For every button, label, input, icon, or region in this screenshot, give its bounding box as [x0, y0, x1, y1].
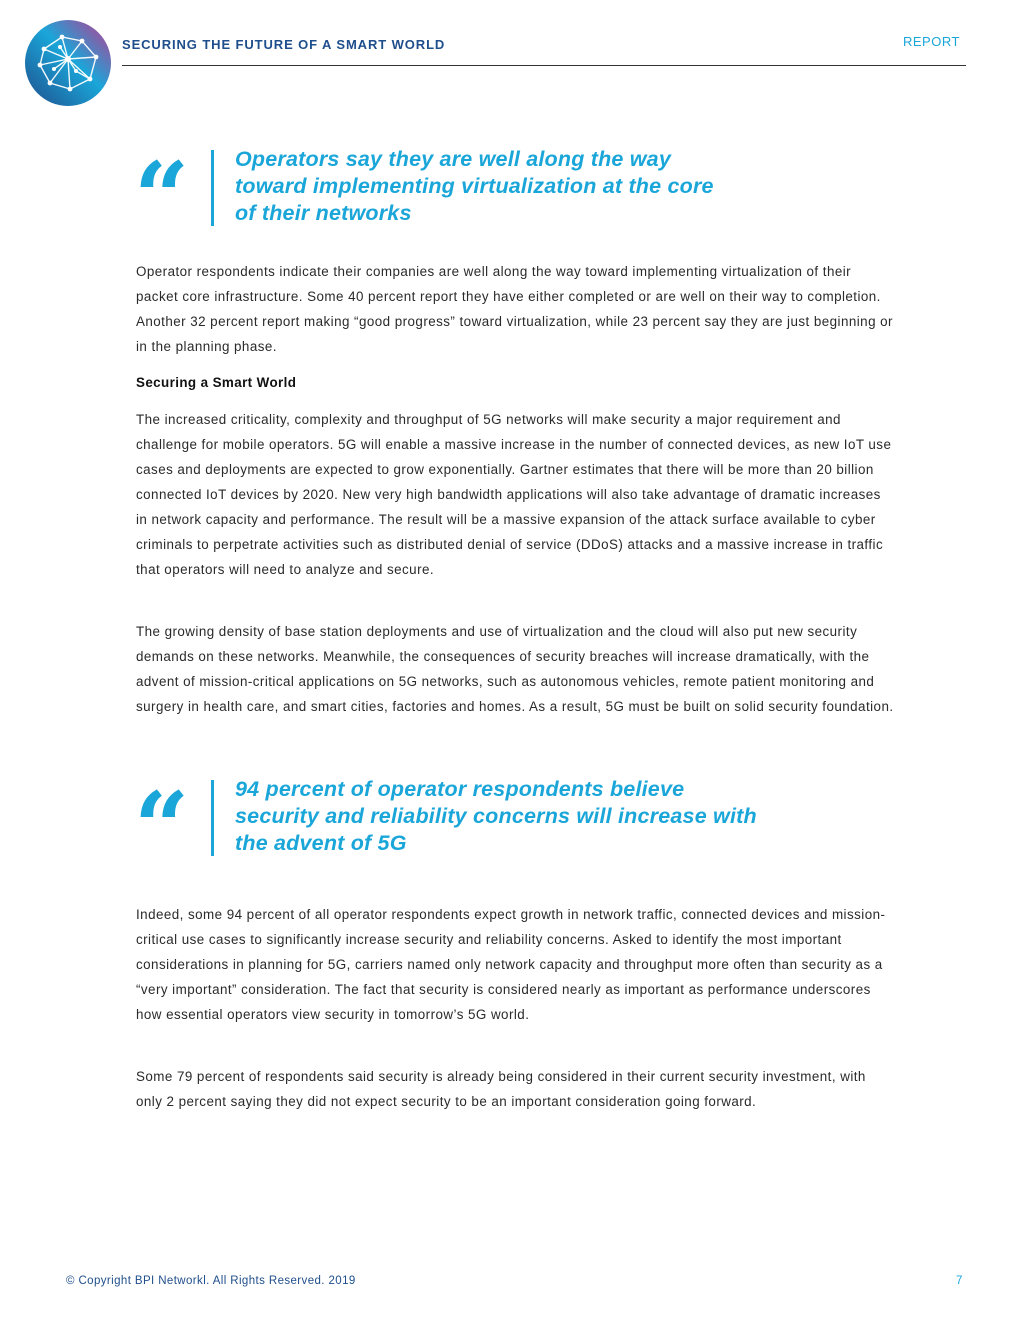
- header-title: SECURING THE FUTURE OF A SMART WORLD: [122, 37, 446, 52]
- page-number: 7: [956, 1275, 963, 1287]
- body-paragraph: Operator respondents indicate their companies are well along the way toward implementing virtualization of their packet core infrastructure. Some 40 percent report they have either completed or are well on their way to completion. Another 32 percent report making “good progress” toward virtualization, while 23 percent say they are just beginning or in the planning phase.: [136, 264, 893, 354]
- footer-copyright: © Copyright BPI Networkl. All Rights Reserved. 2019: [66, 1275, 356, 1287]
- quote-line: 94 percent of operator respondents believe: [235, 777, 685, 801]
- body-paragraph: The increased criticality, complexity and throughput of 5G networks will make security a major requirement and challenge for mobile operators. 5G will enable a massive increase in the number of connected devices, as new IoT use cases and deployments are expected to grow exponentially. Gartner estimates that there will be more than 20 billion connected IoT devices by 2020. New very high bandwidth applications will also take advantage of dramatic increases in network capacity and performance. The result will be a massive expansion of the attack surface available to cyber criminals to perpetrate activities such as distributed denial of service (DDoS) attacks and a massive increase in traffic that operators will need to analyze and secure.: [136, 412, 892, 577]
- report-label: REPORT: [903, 34, 960, 49]
- section-heading: Securing a Smart World: [136, 375, 297, 390]
- globe-network-logo: [24, 19, 112, 107]
- body-paragraph: Indeed, some 94 percent of all operator respondents expect growth in network traffic, connected devices and mission-critical use cases to significantly increase security and reliability concerns. Asked to identify the most important considerations in planning for 5G, carriers named only network capacity and throughput more often than security as a “very important” consideration. The fact that security is considered nearly as important as performance underscores how essential operators view security in tomorrow’s 5G world.: [136, 907, 886, 1022]
- quote-line: security and reliability concerns will increase with: [235, 804, 757, 828]
- quote-mark-icon: “: [134, 141, 190, 254]
- quote-bar: [211, 150, 214, 226]
- body-paragraph: Some 79 percent of respondents said security is already being considered in their current security investment, with only 2 percent saying they did not expect security to be an important consideration going forward.: [136, 1069, 866, 1109]
- quote-line: Operators say they are well along the way: [235, 147, 671, 171]
- body-paragraph: The growing density of base station deployments and use of virtualization and the cloud will also put new security demands on these networks. Meanwhile, the consequences of security breaches will increase dramatically, with the advent of mission-critical applications on 5G networks, such as autonomous vehicles, remote patient monitoring and surgery in health care, and smart cities, factories and homes. As a result, 5G must be built on solid security foundation.: [136, 624, 894, 714]
- quote-line: toward implementing virtualization at the core: [235, 174, 714, 198]
- quote-line: the advent of 5G: [235, 831, 407, 855]
- quote-line: of their networks: [235, 201, 412, 225]
- header-divider: [122, 65, 966, 66]
- pull-quote-text: [235, 146, 835, 227]
- quote-bar: [211, 780, 214, 856]
- quote-mark-icon: “: [134, 771, 190, 884]
- pull-quote-text: [235, 776, 835, 857]
